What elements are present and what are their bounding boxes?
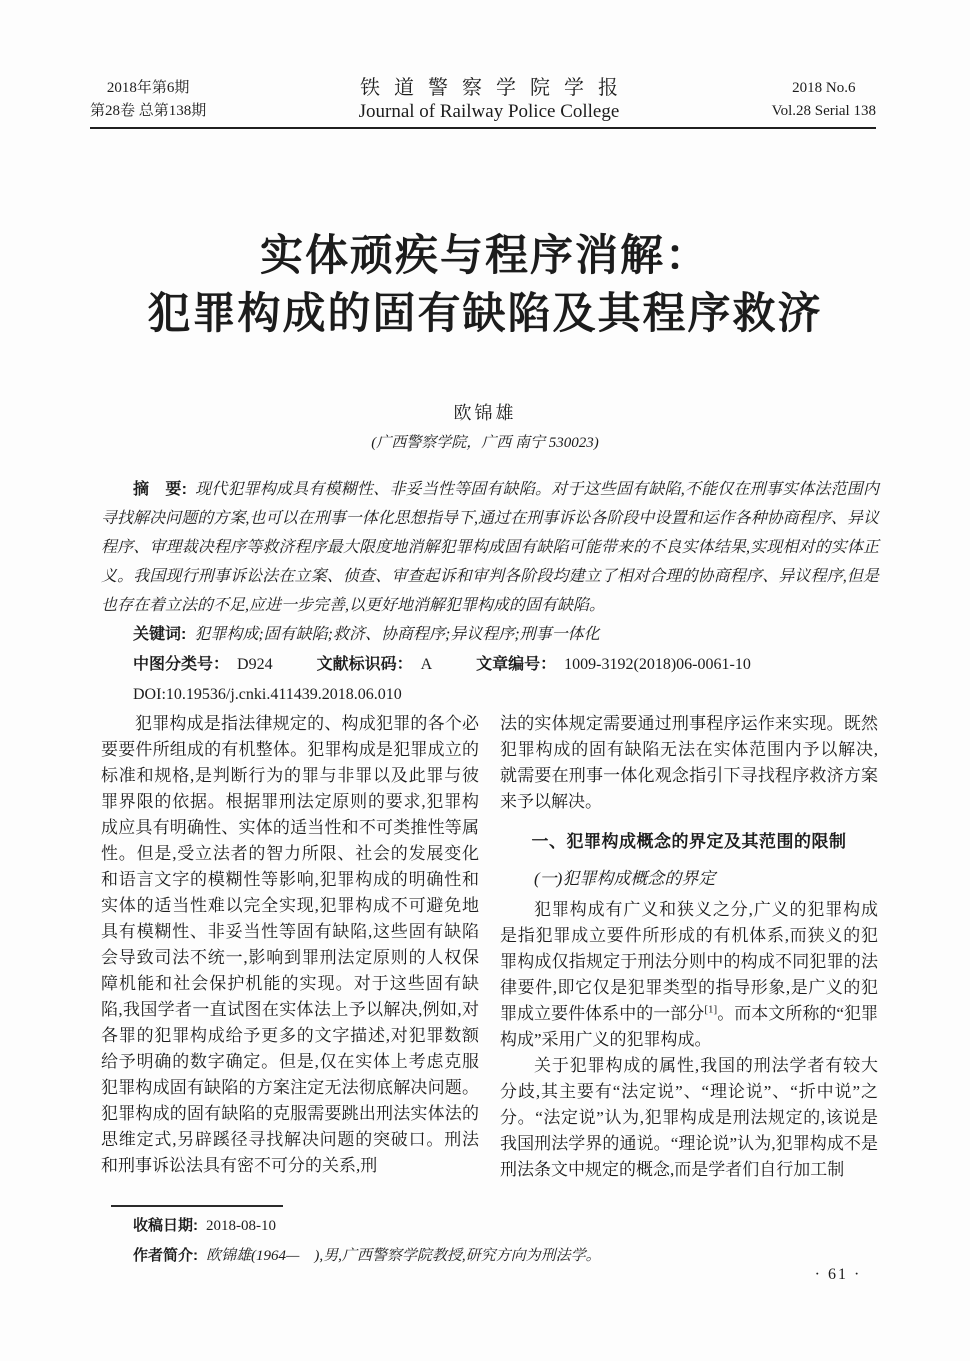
received-date-label: 收稿日期: [133, 1217, 198, 1234]
author-name: 欧锦雄 [453, 403, 517, 423]
journal-title-en: Journal of Railway Police College [358, 101, 620, 122]
issue-info-cn [90, 77, 206, 123]
author-bio-label: 作者简介: [133, 1247, 198, 1264]
body-paragraph-2 [500, 897, 878, 1053]
author-affiliation: (广西警察学院，广西 南宁 530023) [371, 435, 599, 451]
abstract-paragraph [101, 475, 879, 620]
journal-title-block [346, 76, 632, 124]
doi-line: DOI:10.19536/j.cnki.411439.2018.06.010 [133, 686, 402, 703]
article-title-line1: 实体顽疾与程序消解： [260, 233, 710, 280]
abstract-text: 现代犯罪构成具有模糊性、非妥当性等固有缺陷。对于这些固有缺陷,不能仅在刑事实体法范围内寻找解决问题的方案,也可以在刑事一体化思想指导下,通过在刑事诉讼各阶段中设置和运作各种协商程序、异议程序、审理裁决程序等救济程序最大限度地消解犯罪构成固有缺陷可能带来的不良实体结果,实现相对的实体正义。我国现行刑事诉讼法在立案、侦查、审查起诉和审判各阶段均建立了相对合理的协商程序、异议程序,但是也存在着立法的不足,应进一步完善,以更好地消解犯罪构成的固有缺陷。 [101, 481, 879, 614]
masthead-divider [90, 127, 876, 129]
doc-code-value: A [420, 656, 433, 673]
issue-info-en-line2: Vol.28 Serial 138 [771, 103, 876, 119]
clc-value: D924 [237, 656, 273, 673]
article-title [0, 228, 970, 344]
article-id-label: 文章编号： [476, 656, 557, 673]
received-date-line [133, 1211, 833, 1241]
paragraph-text: 犯罪构成有广义和狭义之分,广义的犯罪构成是指犯罪成立要件所形成的有机体系,而狭义的犯罪构成仅指规定于刑法分则中的构成不同犯罪的法律要件,即它仅是犯罪类型的指导形象,是广义的犯罪成立要件体系中的一部分 [500, 900, 878, 1023]
journal-title-cn: 铁道警察学院学报 [359, 77, 632, 99]
article-id-value: 1009-3192(2018)06-0061-10 [564, 656, 751, 673]
issue-info-cn-line1: 2018年第6期 [106, 80, 190, 96]
author-bio-value: 欧锦雄(1964— ),男,广西警察学院教授,研究方向为刑法学。 [206, 1248, 601, 1264]
received-date-value: 2018-08-10 [206, 1218, 276, 1234]
body-left-column [101, 711, 479, 1197]
section-heading: 一、犯罪构成概念的界定及其范围的限制 [531, 832, 847, 851]
article-body [101, 711, 879, 1197]
keywords-label: 关键词: [133, 626, 187, 643]
issue-info-en [772, 77, 876, 123]
keywords-text: 犯罪构成;固有缺陷;救济、协商程序;异议程序;刑事一体化 [194, 626, 600, 643]
issue-info-en-line1: 2018 No.6 [792, 80, 856, 96]
sub-section-heading: (一)犯罪构成概念的界定 [534, 869, 716, 888]
classification-line [101, 650, 879, 680]
footnote-block [133, 1211, 833, 1271]
footnote-divider [111, 1205, 283, 1207]
paragraph-text: 。而本文所称的“犯罪构成”采用广义的犯罪构成。 [500, 1004, 878, 1049]
journal-masthead [90, 76, 876, 124]
author-bio-line [133, 1241, 833, 1271]
article-title-line2: 犯罪构成的固有缺陷及其程序救济 [147, 291, 823, 338]
page-number: · 61 · [814, 1266, 862, 1283]
doc-code-label: 文献标识码： [316, 656, 413, 673]
body-paragraph-1: 犯罪构成是指法律规定的、构成犯罪的各个必要要件所组成的有机整体。犯罪构成是犯罪成立的标准和规格,是判断行为的罪与非罪以及此罪与彼罪界限的依据。根据罪刑法定原则的要求,犯罪构成应具有明确性、实体的适当性和不可类推性等属性。但是,受立法者的智力所限、社会的发展变化和语言文字的模糊性等影响,犯罪构成的明确性和实体的适当性难以完全实现,犯罪构成不可避免地具有模糊性、非妥当性等固有缺陷,这些固有缺陷会导致司法不统一,影响到罪刑法定原则的人权保障机能和社会保护机能的实现。对于这些固有缺陷,我国学者一直试图在实体法上予以解决,例如,对各罪的犯罪构成给予更多的文字描述,对犯罪数额给予明确的数字确定。但是,仅在实体上考虑克服犯罪构成固有缺陷的方案注定无法彻底解决问题。犯罪构成的固有缺陷的克服需要跳出刑法实体法的思维定式,另辟蹊径寻找解决问题的突破口。刑法和刑事诉讼法具有密不可分的关系,刑 [101, 714, 479, 1175]
abstract-label: 摘 要: [133, 481, 187, 498]
keywords-line [101, 620, 879, 650]
body-paragraph-1-continued: 法的实体规定需要通过刑事程序运作来实现。既然犯罪构成的固有缺陷无法在实体范围内予以解决,就需要在刑事一体化观念指引下寻找程序救济方案来予以解决。 [500, 714, 878, 811]
footnote-ref: [1] [704, 1003, 718, 1016]
issue-info-cn-line2: 第28卷 总第138期 [90, 103, 207, 119]
body-right-column [500, 711, 878, 1197]
abstract-section [101, 475, 879, 710]
clc-label: 中图分类号： [133, 656, 230, 673]
body-paragraph-3: 关于犯罪构成的属性,我国的刑法学者有较大分歧,其主要有“法定说”、“理论说”、“折中说”之分。“法定说”认为,犯罪构成是刑法规定的,该说是我国刑法学界的通说。“理论说”认为,犯罪构成不是刑法条文中规定的概念,而是学者们自行加工制 [500, 1056, 878, 1179]
